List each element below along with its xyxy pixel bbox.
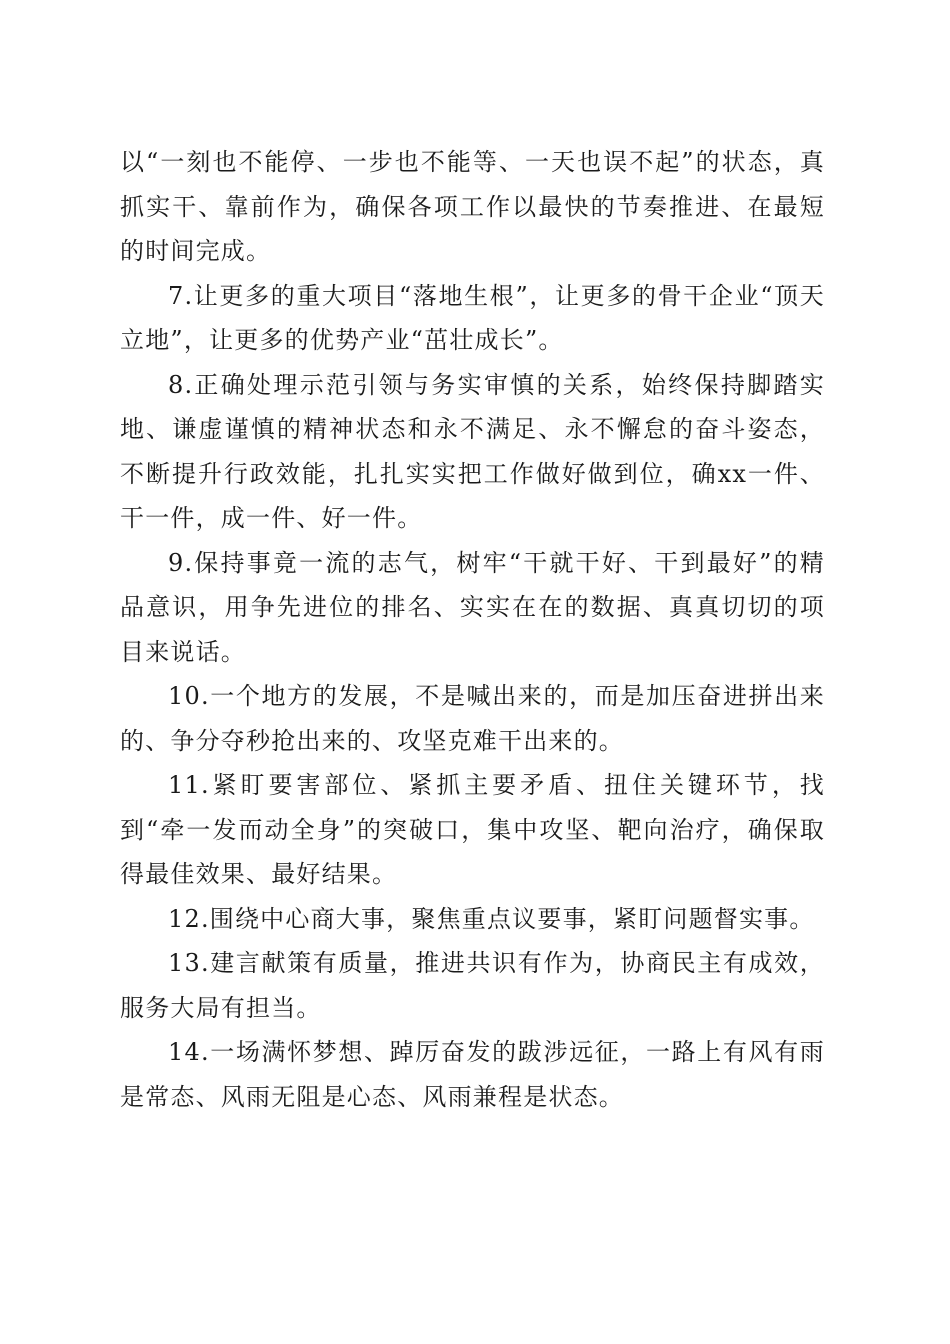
paragraph-item-8: 8.正确处理示范引领与务实审慎的关系，始终保持脚踏实地、谦虚谨慎的精神状态和永不满足、永不懈怠的奋斗姿态，不断提升行政效能，扎扎实实把工作做好做到位，确xx一件、干一件，成一件、好一件。 <box>120 370 825 532</box>
paragraph-item-12: 12.围绕中心商大事，聚焦重点议要事，紧盯问题督实事。 <box>168 904 815 933</box>
document-body <box>120 140 825 1119</box>
paragraph-item-13: 13.建言献策有质量，推进共识有作为，协商民主有成效，服务大局有担当。 <box>120 949 825 1022</box>
paragraph-item-7: 7.让更多的重大项目“落地生根”，让更多的骨干企业“顶天立地”，让更多的优势产业“茁壮成长”。 <box>120 281 825 354</box>
paragraph-item-9: 9.保持事竟一流的志气，树牢“干就干好、干到最好”的精品意识，用争先进位的排名、实实在在的数据、真真切切的项目来说话。 <box>120 548 825 666</box>
paragraph-continuation: 以“一刻也不能停、一步也不能等、一天也误不起”的状态，真抓实干、靠前作为，确保各项工作以最快的节奏推进、在最短的时间完成。 <box>120 148 825 265</box>
paragraph-item-14: 14.一场满怀梦想、踔厉奋发的跋涉远征，一路上有风有雨是常态、风雨无阻是心态、风雨兼程是状态。 <box>120 1038 825 1111</box>
paragraph-item-11: 11.紧盯要害部位、紧抓主要矛盾、扭住关键环节，找到“牵一发而动全身”的突破口，集中攻坚、靶向治疗，确保取得最佳效果、最好结果。 <box>120 771 825 888</box>
paragraph-item-10: 10.一个地方的发展，不是喊出来的，而是加压奋进拼出来的、争分夺秒抢出来的、攻坚克难干出来的。 <box>120 682 825 755</box>
